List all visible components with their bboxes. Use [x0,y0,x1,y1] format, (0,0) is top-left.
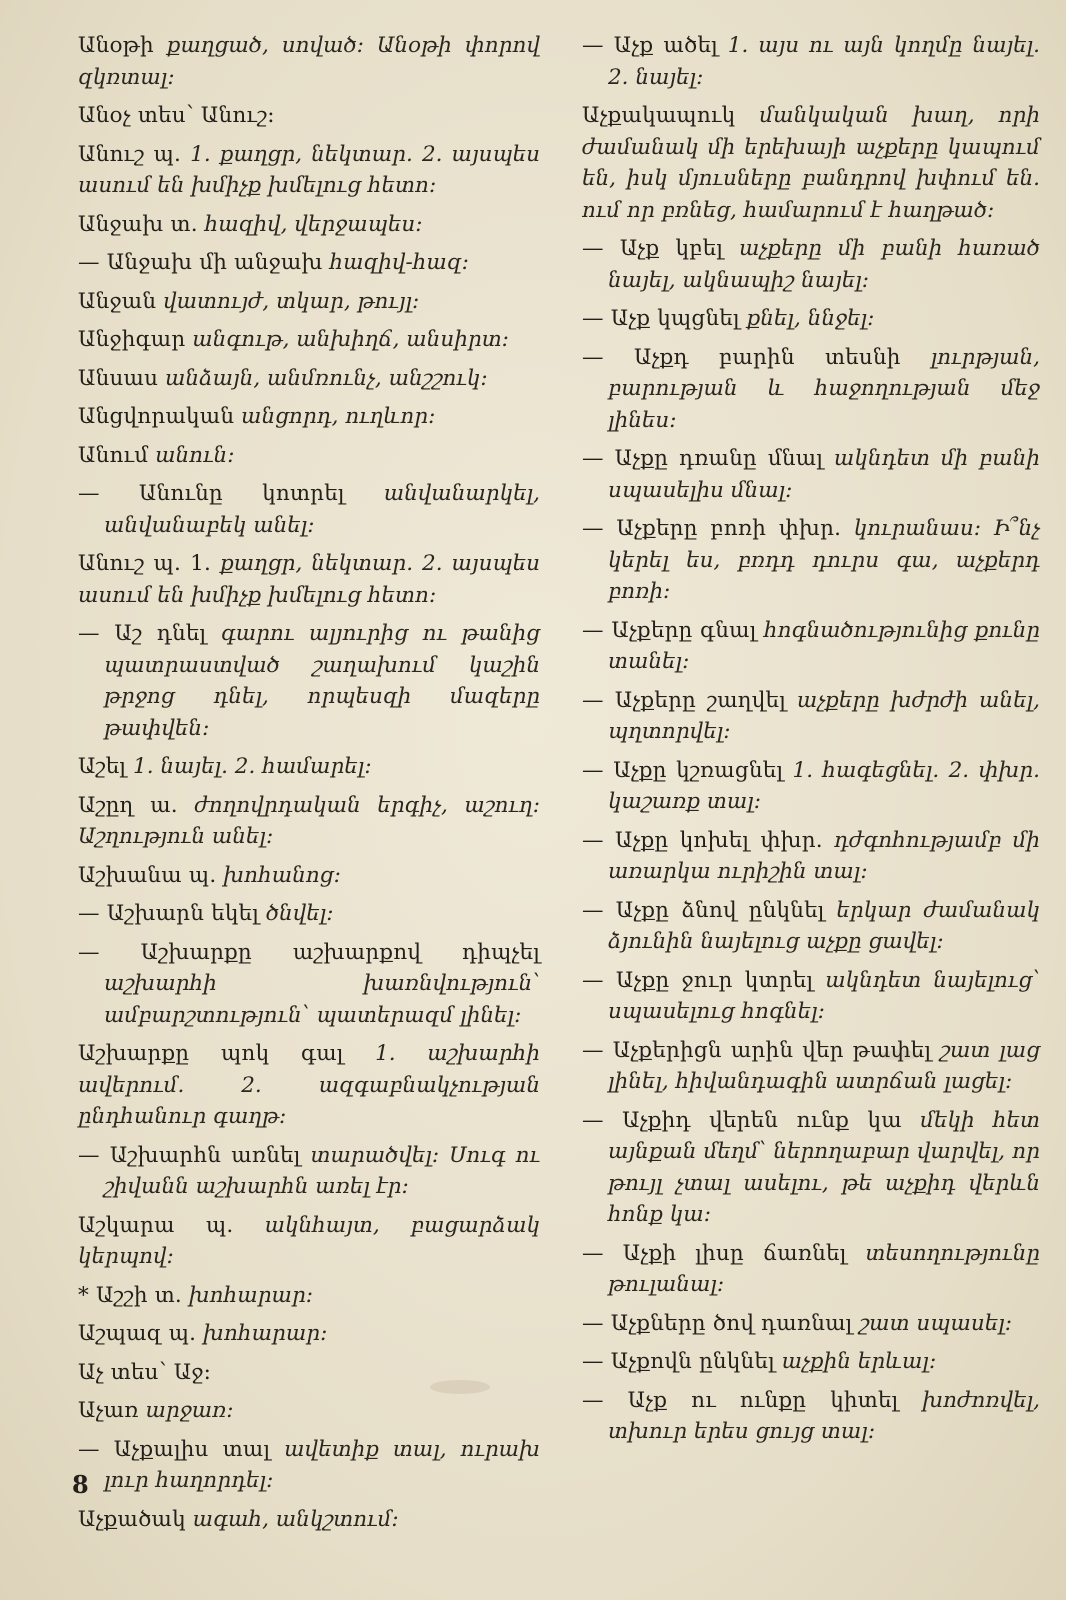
entry-definition: քնել, ննջել։ [739,306,875,331]
entry-definition: ավետիք տալ, ուրախ լուր հաղորդել։ [104,1436,540,1493]
dictionary-entry [582,443,1040,506]
entry-headword: Անում [78,442,149,468]
entry-definition: գարու ալյուրից ու թանից պատրաստված շաղախում կաշին թրջոց դնել, որպեսզի մազերը թափվեն։ [104,621,540,741]
entry-headword: — Աչքիդ վերեն ունք կա [582,1107,902,1133]
entry-headword: — Աչքերը բոռի փխր. [582,516,842,541]
entry-headword: — Աչքդ բարին տեսնի [582,344,901,370]
entry-headword: — Անջախ մի անջախ [78,250,323,275]
dictionary-entry [78,247,540,279]
dictionary-entry [582,1346,1040,1378]
entry-definition: քաղցած, սոված։ Անօթի փորով զկռտալ։ [78,33,540,90]
dictionary-entry [78,1038,540,1133]
entry-headword: — Աչքը կոխել փխր. [582,827,823,853]
entry-definition: քաղցր, նեկտար. 2. այսպես ասում են խմիչք խմելուց հետո։ [78,551,540,608]
dictionary-entry [582,965,1040,1028]
entry-definition: հոգնածությունից քունը տանել։ [608,617,1040,674]
dictionary-entry [78,1140,540,1203]
dictionary-entry [78,139,540,202]
entry-headword: Աչքակապուկ [582,103,736,128]
entry-headword: Անսաս [78,365,159,391]
entry-headword: — Աշխարքը աշխարքով դիպչել [78,939,540,965]
dictionary-entry [582,100,1040,226]
dictionary-entry [78,898,540,930]
dictionary-entry [582,1035,1040,1098]
entry-headword: — Աչք կպցնել [582,306,740,331]
entry-definition: շատ լաց լինել, հիվանդագին ատրճան լացել։ [608,1037,1041,1094]
entry-definition: անգութ, անխիղճ, անսիրտ։ [185,327,509,352]
dictionary-entry [78,100,540,132]
entry-definition: ակնդետ նայելուց՝ սպասելուց հոգնել։ [608,967,1040,1024]
entry-definition: աշխարհի խառնվություն՝ ամբարշտություն՝ պատերազմ լինել։ [104,971,540,1028]
entry-headword: — Աշ դնել [78,621,207,646]
entry-definition: անցորդ, ուղևոր։ [234,404,436,429]
dictionary-entry [78,30,540,93]
entry-definition: խոժոռվել, տխուր երես ցույց տալ։ [608,1387,1040,1444]
entry-headword: — Աչքը կշռացնել [582,757,784,783]
entry-headword: — Աչքովն ընկնել [582,1349,775,1374]
entry-definition: տարածվել։ Սուգ ու շիվանն աշխարհն առել էր։ [104,1142,540,1199]
entry-definition: 1. այս ու այն կողմը նայել. 2. նայել։ [608,33,1041,90]
entry-headword: — Աչք կբել [582,236,724,261]
dictionary-entry [582,825,1040,888]
entry-definition: խոհանոց։ [216,862,341,888]
entry-headword: Աշկարա պ. [78,1212,234,1238]
entry-definition: ծնվել։ [258,901,334,926]
entry-definition: 1. քաղցր, նեկտար. 2. այսպես ասում են խմիչք խմելուց հետո։ [78,141,541,198]
dictionary-entry [582,303,1040,335]
entry-headword: — Աչքերը շաղվել [582,687,786,713]
entry-headword: Անուշ պ. 1. [78,551,212,576]
dictionary-entry [78,1504,540,1536]
dictionary-entry [78,860,540,892]
entry-headword: Անօթի [78,33,154,58]
entry-headword: Աչառ [78,1398,139,1423]
dictionary-entry [582,342,1040,437]
dictionary-entry [582,30,1040,93]
entry-definition: լուրթյան, բարության և հաջողության մեջ լինես։ [608,344,1040,433]
dictionary-entry [582,685,1040,748]
entry-definition: արջառ։ [138,1398,234,1423]
dictionary-entry [78,209,540,241]
entry-definition: 1. հագեցնել. 2. փխր. կաշառք տալ։ [608,757,1040,814]
entry-definition: հազիվ, վերջապես։ [197,211,423,237]
entry-headword: — Աչքները ծով դառնալ [582,1310,853,1336]
dictionary-entry [78,790,540,853]
dictionary-entry [78,937,540,1032]
entry-headword: * Աշշի տ. [78,1282,182,1308]
entry-definition: խոհարար։ [181,1282,314,1308]
left-column [78,30,540,1542]
entry-definition: խոհարար։ [196,1321,328,1346]
dictionary-entry [582,1238,1040,1301]
entry-headword: Անուշ պ. [78,141,182,167]
entry-definition: շատ սպասել։ [852,1310,1013,1336]
entry-headword: — Աշխարն եկել [78,901,259,926]
entry-definition: աչքին երևալ։ [774,1349,937,1374]
entry-headword: Աչ տես՝ Աջ։ [78,1359,212,1385]
entry-definition: կուրանաս։ Ի՞նչ կերել ես, բռդդ դուրս գա, աչքերդ բոռի։ [608,516,1040,604]
dictionary-entry [582,233,1040,296]
entry-definition: անձայն, անմռունչ, անշշուկ։ [158,365,488,391]
entry-definition: ակնհայտ, բացարձակ կերպով։ [78,1212,540,1269]
entry-definition: մեկի հետ այնքան մեղմ՝ ներողաբար վարվել, որ թույլ չտալ ասելու, թե աչքիդ վերևն հոնք կա։ [608,1107,1040,1227]
entry-headword: — Աչքը ջուր կտրել [582,967,814,993]
entry-headword: Անջիգար [78,327,186,352]
dictionary-entry [78,751,540,783]
dictionary-entry [582,1308,1040,1340]
dictionary-entry [78,1280,540,1312]
entry-definition: ժողովրդական երգիչ, աշուղ։ Աշղություն անել։ [78,792,541,849]
entry-headword: — Անունը կոտրել [78,481,345,506]
entry-headword: Անջան [78,288,157,314]
dictionary-entry [78,548,540,611]
entry-headword: — Աչք ածել [582,33,718,58]
entry-headword: Աշել [78,754,127,779]
dictionary-entry [582,1385,1040,1448]
entry-headword: — Աչքի լիսը ճառնել [582,1240,847,1266]
dictionary-entry [582,755,1040,818]
entry-headword: — Աչքալիս տալ [78,1436,271,1462]
entry-definition: վատույժ, տկար, թույլ։ [156,288,420,314]
dictionary-entry [78,363,540,395]
dictionary-entry [78,286,540,318]
entry-headword: Աշըղ ա. [78,792,178,818]
dictionary-entry [78,440,540,472]
entry-definition: աչքերը մի բանի հառած նայել, ակնապիշ նայել։ [608,236,1041,293]
entry-definition: երկար ժամանակ ձյունին նայելուց աչքը ցավել։ [608,897,1041,954]
entry-headword: Աշխանա պ. [78,862,217,888]
entry-headword: — Աչքերը գնալ [582,617,757,643]
entry-definition: ագահ, անկշտում։ [185,1506,399,1532]
dictionary-entry [582,513,1040,608]
right-column [582,30,1040,1455]
entry-definition: 1. նայել. 2. համարել։ [126,754,372,779]
dictionary-entry [78,1210,540,1273]
dictionary-entry [582,1105,1040,1231]
entry-headword: — Աշխարհն առնել [78,1142,301,1168]
entry-definition: անուն։ [148,442,235,468]
entry-definition: մանկական խաղ, որի ժամանակ մի երեխայի աչքերը կապում են, իսկ մյուսները բանդրով խփում են. ում որ բռնեց, համարում է հաղթած։ [582,103,1040,223]
entry-headword: Անջախ տ. [78,211,198,237]
dictionary-entry [582,615,1040,678]
dictionary-entry [78,478,540,541]
entry-headword: Աչքածակ [78,1506,186,1532]
entry-headword: Աշպազ պ. [78,1321,197,1346]
dictionary-entry [78,1357,540,1389]
dictionary-entry [78,1434,540,1497]
entry-headword: — Աչքերիցն արին վեր թափել [582,1037,932,1063]
entry-definition: 1. աշխարհի ավերում. 2. ազգաբնակչության ընդհանուր գաղթ։ [78,1041,540,1129]
dictionary-entry [582,895,1040,958]
entry-definition: անվանարկել, անվանաբեկ անել։ [104,481,541,538]
page-number: 8 [72,1470,89,1499]
entry-definition: աչքերը խժրժի անել, պղտորվել։ [608,687,1040,744]
entry-headword: Աշխարքը պոկ գալ [78,1041,344,1066]
dictionary-entry [78,401,540,433]
entry-definition: տեսողությունը թուլանալ։ [608,1240,1040,1297]
entry-definition: ակնդետ մի բանի սպասելիս մնալ։ [608,446,1040,503]
dictionary-entry [78,1395,540,1427]
dictionary-entry [78,1318,540,1350]
dictionary-entry [78,618,540,744]
entry-headword: — Աչքը ձնով ընկնել [582,897,825,923]
entry-definition: դժգոհությամբ մի առարկա ուրիշին տալ։ [608,827,1040,884]
entry-definition: հազիվ-հազ։ [322,250,469,275]
dictionary-entry [78,324,540,356]
entry-headword: — Աչք ու ունքը կիտել [582,1387,899,1413]
entry-headword: Անօչ տես՝ Անուշ։ [78,103,275,128]
entry-headword: — Աչքը դռանը մնալ [582,446,824,471]
entry-headword: Անցվորական [78,404,235,429]
